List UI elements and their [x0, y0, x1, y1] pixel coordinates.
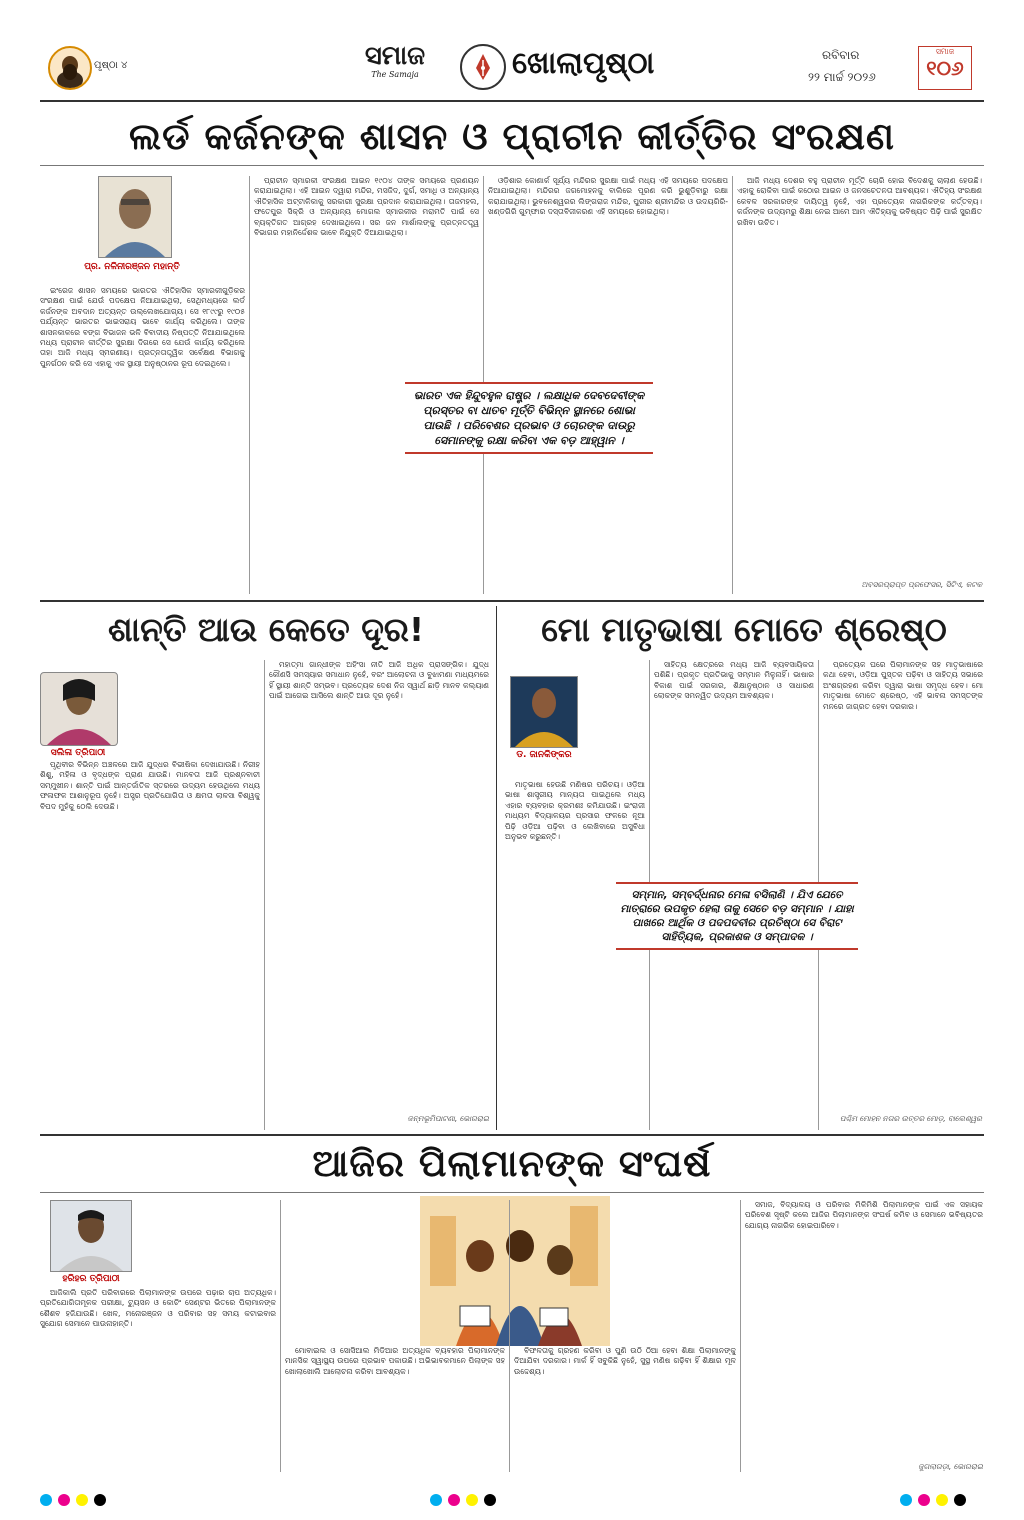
col-divider — [249, 176, 250, 594]
article2-headline: ଶାନ୍ତି ଆଉ କେତେ ଦୂର! — [108, 610, 424, 649]
article4-col3 — [514, 1200, 736, 1472]
registration-marks-center — [430, 1494, 550, 1508]
date: ୨୨ ମାର୍ଚ୍ଚ ୨୦୨୬ — [808, 70, 876, 84]
section-divider-vertical — [496, 606, 497, 1130]
day: ରବିବାର — [822, 48, 860, 62]
article3-credit: ପଶ୍ଚିମ ମୋହନ ନଗର ଉତ୍ତର ମୋଡ଼, ବାଲେଶ୍ୱର — [839, 1114, 982, 1123]
article4-author: ହରିହର ତ୍ରିପାଠୀ — [62, 1274, 120, 1284]
logo — [340, 42, 450, 79]
article4-col1 — [40, 1200, 276, 1472]
article4-credit: ଜୁଗଲାଗଡ଼ା, ଭୋଗରାଇ — [918, 1462, 983, 1471]
article2-col1 — [40, 660, 260, 1130]
black-dot — [94, 1494, 106, 1506]
article3-author: ଡ. ଜାନକିଙ୍କର — [516, 750, 572, 760]
yellow-dot — [466, 1494, 478, 1506]
article1-pullquote: ଭାରତ ଏକ ହିନ୍ଦୁବହୁଳ ରାଷ୍ଟ୍ର । ଲକ୍ଷାଧିକ ଦେବଦେବୀଙ୍କ ପ୍ରସ୍ତର ବା ଧାତବ ମୂର୍ତ୍ତି ବିଭିନ୍ନ ସ୍ଥାନରେ ଶୋଭା ପାଉଛି । ପରିବେଶର ପ୍ରଭାବ ଓ ଚୋରଙ୍କ ଦାଉରୁ ସେମାନଙ୍କୁ ରକ୍ଷା କରିବା ଏକ ବଡ଼ ଆହ୍ୱାନ । — [405, 382, 653, 454]
article1-col2-text: ପ୍ରାଚୀନ ସ୍ମାରକୀ ସଂରକ୍ଷଣ ଆଇନ ୧୯୦୪ ତାଙ୍କ ସମୟରେ ପ୍ରଣୟନ କରାଯାଇଥିଲା। ଏହି ଆଇନ ଦ୍ୱାରା ମନ୍ଦିର, ମସଜିଦ, ଦୁର୍ଗ, ସମାଧି ଓ ଅନ୍ୟାନ୍ୟ ଐତିହାସିକ ଅଟ୍ଟାଳିକାକୁ ସରକାରୀ ସୁରକ୍ଷା ପ୍ରଦାନ କରାଯାଇଥିଲା। ତାଜମହଲ, ଫତେପୁର ସିକ୍ରି ଓ ଅନ୍ୟାନ୍ୟ ମୋଗଲ ସ୍ମାରକୀର ମରାମତି ପାଇଁ ସେ ବ୍ୟକ୍ତିଗତ ଆଗ୍ରହ ଦେଖାଇଥିଲେ। ସର ଜନ ମାର୍ଶାଲଙ୍କୁ ପ୍ରତ୍ନତତ୍ତ୍ୱ ବିଭାଗର ମହାନିର୍ଦ୍ଦେଶକ ଭାବେ ନିଯୁକ୍ତି ଦିଆଯାଇଥିଲା। — [254, 176, 479, 238]
black-dot — [954, 1494, 966, 1506]
article2-author: ସଲିଳା ତ୍ରିପାଠୀ — [50, 748, 106, 758]
article4-col4-text: ସମାଜ, ବିଦ୍ୟାଳୟ ଓ ପରିବାର ମିଳିମିଶି ପିଲାମାନଙ୍କ ପାଇଁ ଏକ ସହାୟକ ପରିବେଶ ସୃଷ୍ଟି କଲେ ଆଜିର ପିଲାମାନଙ୍କ ସଂଘର୍ଷ କମିବ ଓ ସେମାନେ ଭବିଷ୍ୟତର ଯୋଗ୍ୟ ନାଗରିକ ହୋଇପାରିବେ। — [745, 1200, 983, 1230]
yellow-dot — [936, 1494, 948, 1506]
article4-col2-text: ମୋବାଇଲ ଓ ସୋସିଆଲ ମିଡିଆର ଅତ୍ୟଧିକ ବ୍ୟବହାର ପିଲାମାନଙ୍କ ମାନସିକ ସ୍ୱାସ୍ଥ୍ୟ ଉପରେ ପ୍ରଭାବ ପକାଉଛି। ଅଭିଭାବକମାନେ ପିଲାଙ୍କ ସହ ଖୋଲାଖୋଲି ଆଲୋଚନା କରିବା ଆବଶ୍ୟକ। — [285, 1346, 505, 1376]
article3-pullquote: ସମ୍ମାନ, ସମ୍ବର୍ଦ୍ଧନାର ମେଳା ବସିଲାଣି । ଯିଏ ଯେତେ ମାତ୍ରାରେ ଉପକୃତ ହେଲା ତାକୁ ସେତେ ବଡ଼ ସମ୍ମାନ । ଯାହା ପାଖରେ ଆର୍ଥିକ ଓ ପଦପଦବୀର ପ୍ରତିଷ୍ଠା ସେ ବିରାଟ ସାହିତ୍ୟିକ, ପ୍ରକାଶକ ଓ ସମ୍ପାଦକ । — [616, 882, 858, 950]
article1-author: ପ୍ର. ନଳିନୀରଞ୍ଜନ ମହାନ୍ତି — [84, 262, 180, 272]
article3-headline: ମୋ ମାତୃଭାଷା ମୋତେ ଶ୍ରେଷ୍ଠ — [541, 610, 947, 649]
article1-col1 — [40, 176, 245, 594]
logo-text: ସମାଜ — [364, 41, 426, 71]
col-divider — [280, 1200, 281, 1472]
cyan-dot — [900, 1494, 912, 1506]
article3-col3-text: ପ୍ରତ୍ୟେକ ଘରେ ପିଲାମାନଙ୍କ ସହ ମାତୃଭାଷାରେ କଥା ହେବା, ଓଡ଼ିଆ ପୁସ୍ତକ ପଢ଼ିବା ଓ ସାହିତ୍ୟ ସଭାରେ ଅଂଶଗ୍ରହଣ କରିବା ଦ୍ୱାରା ଭାଷା ସମୃଦ୍ଧ ହେବ। ମୋ ମାତୃଭାଷା ମୋତେ ଶ୍ରେଷ୍ଠ, ଏହି ଭାବନା ସମସ୍ତଙ୍କ ମନରେ ଜାଗ୍ରତ ହେବା ଦରକାର। — [823, 660, 983, 711]
section-title: ଖୋଲାପୃଷ୍ଠା — [512, 46, 655, 81]
article1-headline: ଲର୍ଡ କର୍ଜନଙ୍କ ଶାସନ ଓ ପ୍ରାଚୀନ କୀର୍ତ୍ତିର ସଂରକ୍ଷଣ — [128, 115, 896, 158]
article1-col4-text: ଆଜି ମଧ୍ୟ ଦେଶର ବହୁ ପ୍ରାଚୀନ ମୂର୍ତ୍ତି ଚୋରି ହୋଇ ବିଦେଶକୁ ଚାଲାଣ ହେଉଛି। ଏହାକୁ ରୋକିବା ପାଇଁ କଠୋର ଆଇନ ଓ ଜନସଚେତନତା ଆବଶ୍ୟକ। ଐତିହ୍ୟ ସଂରକ୍ଷଣ କେବଳ ସରକାରଙ୍କ ଦାୟିତ୍ୱ ନୁହେଁ, ଏହା ପ୍ରତ୍ୟେକ ନାଗରିକଙ୍କ କର୍ତ୍ତବ୍ୟ। କର୍ଜନଙ୍କ ଉଦ୍ୟମରୁ ଶିକ୍ଷା ନେଇ ଆମେ ଆମ ଐତିହ୍ୟକୁ ଭବିଷ୍ୟତ ପିଢ଼ି ପାଇଁ ସୁରକ୍ଷିତ ରଖିବା ଉଚିତ। — [737, 176, 982, 227]
article1-credit: ଅବସରପ୍ରାପ୍ତ ପ୍ରଫେସର, ସିଟିଏ, କଟକ — [861, 580, 982, 589]
magenta-dot — [58, 1494, 70, 1506]
section-divider — [40, 1134, 984, 1136]
registration-marks-right — [900, 1494, 1020, 1508]
logo-subtitle: The Samaja — [371, 70, 419, 79]
article4-col3-text: ବିଫଳତାକୁ ଗ୍ରହଣ କରିବା ଓ ପୁଣି ଉଠି ଠିଆ ହେବା ଶିକ୍ଷା ପିଲାମାନଙ୍କୁ ଦିଆଯିବା ଦରକାର। ମାର୍କ ହିଁ ସବୁକିଛି ନୁହେଁ, ସୁସ୍ଥ ମଣିଷ ଗଢ଼ିବା ହିଁ ଶିକ୍ଷାର ମୂଳ ଉଦ୍ଦେଶ୍ୟ। — [514, 1346, 736, 1376]
magenta-dot — [448, 1494, 460, 1506]
masthead-rule — [40, 100, 984, 102]
col-divider — [740, 1200, 741, 1472]
article2-col2 — [269, 660, 489, 1110]
section-divider — [40, 600, 984, 602]
magenta-dot — [918, 1494, 930, 1506]
black-dot — [484, 1494, 496, 1506]
article1-col3-text: ଓଡ଼ିଶାର କୋଣାର୍କ ସୂର୍ଯ୍ୟ ମନ୍ଦିରର ସୁରକ୍ଷା ପାଇଁ ମଧ୍ୟ ଏହି ସମୟରେ ପଦକ୍ଷେପ ନିଆଯାଇଥିଲା। ମନ୍ଦିରର ଜଗମୋହନକୁ ବାଲିରେ ପୂରଣ କରି ଭୁଶୁଡ଼ିବାରୁ ରକ୍ଷା କରାଯାଇଥିଲା। ଭୁବନେଶ୍ୱରର ଲିଙ୍ଗରାଜ ମନ୍ଦିର, ପୁରୀର ଶ୍ରୀମନ୍ଦିର ଓ ଉଦୟଗିରି-ଖଣ୍ଡଗିରି ଗୁମ୍ଫାର ଦସ୍ତାବିଜୀକରଣ ଏହି ସମୟରେ ହୋଇଥିଲା। — [488, 176, 728, 217]
article3-col2-text: ସାହିତ୍ୟ କ୍ଷେତ୍ରରେ ମଧ୍ୟ ଆଜି ବ୍ୟବସାୟିକତା ପଶିଛି। ପ୍ରକୃତ ପ୍ରତିଭାକୁ ସମ୍ମାନ ମିଳୁନାହିଁ। ଭାଷାର ବିକାଶ ପାଇଁ ସରକାର, ଶିକ୍ଷାନୁଷ୍ଠାନ ଓ ସାଧାରଣ ଲୋକଙ୍କ ସମନ୍ୱିତ ଉଦ୍ୟମ ଆବଶ୍ୟକ। — [654, 660, 814, 701]
col-divider — [732, 176, 733, 594]
cyan-dot — [40, 1494, 52, 1506]
fountain-pen-icon — [460, 44, 506, 90]
article1-col4 — [737, 176, 982, 576]
article1-col1-text: ଇଂରେଜ ଶାସନ ସମୟରେ ଭାରତର ଐତିହାସିକ ସ୍ମାରକୀଗୁଡ଼ିକର ସଂରକ୍ଷଣ ପାଇଁ ଯେଉଁ ପଦକ୍ଷେପ ନିଆଯାଇଥିଲା, ସେଥିମଧ୍ୟରେ ଲର୍ଡ କର୍ଜନଙ୍କ ଅବଦାନ ଅତ୍ୟନ୍ତ ଉଲ୍ଲେଖଯୋଗ୍ୟ। ସେ ୧୮୯୯ରୁ ୧୯୦୫ ପର୍ଯ୍ୟନ୍ତ ଭାରତର ଭାଇସରାୟ ଭାବେ କାର୍ଯ୍ୟ କରିଥିଲେ। ତାଙ୍କ ଶାସନକାଳରେ ବଙ୍ଗ ବିଭାଜନ ଭଳି ବିବାଦୀୟ ନିଷ୍ପତ୍ତି ନିଆଯାଇଥିଲେ ମଧ୍ୟ ପ୍ରାଚୀନ କୀର୍ତ୍ତିର ସୁରକ୍ଷା ଦିଗରେ ସେ ଯେଉଁ କାର୍ଯ୍ୟ କରିଥିଲେ ତାହା ଆଜି ମଧ୍ୟ ସ୍ମରଣୀୟ। ପ୍ରତ୍ନତାତ୍ତ୍ୱିକ ସର୍ବେକ୍ଷଣ ବିଭାଗକୁ ପୁନର୍ଗଠନ କରି ସେ ଏହାକୁ ଏକ ସ୍ଥାୟୀ ଅନୁଷ୍ଠାନର ରୂପ ଦେଇଥିଲେ। — [40, 286, 245, 368]
article3-col1-text: ମାତୃଭାଷା ହେଉଛି ମଣିଷର ପରିଚୟ। ଓଡ଼ିଆ ଭାଷା ଶାସ୍ତ୍ରୀୟ ମାନ୍ୟତା ପାଇଥିଲେ ମଧ୍ୟ ଏହାର ବ୍ୟବହାର କ୍ରମଶଃ କମିଯାଉଛି। ଇଂରାଜୀ ମାଧ୍ୟମ ବିଦ୍ୟାଳୟର ପ୍ରସାର ଫଳରେ ନୂଆ ପିଢ଼ି ଓଡ଼ିଆ ପଢ଼ିବା ଓ ଲେଖିବାରେ ଅସୁବିଧା ଅନୁଭବ କରୁଛନ୍ତି। — [505, 780, 645, 842]
badge-top: ସମାଜ — [935, 47, 955, 56]
article4-col1-text: ଆଜିକାଲି ପ୍ରତି ପରିବାରରେ ପିଲାମାନଙ୍କ ଉପରେ ପଢ଼ାର ଚାପ ଅତ୍ୟଧିକ। ପ୍ରତିଯୋଗିତାମୂଳକ ପରୀକ୍ଷା, ଟ୍ୟୁସନ ଓ କୋଚିଂ ସେଣ୍ଟର ଭିତରେ ପିଲାମାନଙ୍କ ଶୈଶବ ହଜିଯାଉଛି। ଖେଳ, ମନୋରଞ୍ଜନ ଓ ପରିବାର ସହ ସମୟ କଟାଇବାର ସୁଯୋଗ ସେମାନେ ପାଉନାହାନ୍ତି। — [40, 1288, 276, 1329]
cyan-dot — [430, 1494, 442, 1506]
article4-headline: ଆଜିର ପିଲାମାନଙ୍କ ସଂଘର୍ଷ — [312, 1142, 712, 1185]
registration-marks-left — [40, 1494, 160, 1508]
article4-rule — [40, 1192, 984, 1193]
yellow-dot — [76, 1494, 88, 1506]
article4-col4 — [745, 1200, 983, 1456]
portrait-icon — [48, 46, 92, 90]
col-divider — [264, 660, 265, 1130]
anniversary-badge — [918, 46, 972, 90]
page-number: ପୃଷ୍ଠା ୪ — [94, 60, 128, 71]
article1-rule — [40, 165, 984, 166]
masthead — [0, 0, 1024, 110]
article2-col2-text: ମହାତ୍ମା ଗାନ୍ଧୀଙ୍କ ଅହିଂସା ନୀତି ଆଜି ଅଧିକ ପ୍ରାସଙ୍ଗିକ। ଯୁଦ୍ଧ କୌଣସି ସମସ୍ୟାର ସମାଧାନ ନୁହେଁ, ବରଂ ଆଲୋଚନା ଓ ବୁଝାମଣା ମାଧ୍ୟମରେ ହିଁ ସ୍ଥାୟୀ ଶାନ୍ତି ସମ୍ଭବ। ପ୍ରତ୍ୟେକ ଦେଶ ନିଜ ସ୍ୱାର୍ଥ ଛାଡ଼ି ମାନବ କଲ୍ୟାଣ ପାଇଁ ଆଗେଇ ଆସିଲେ ଶାନ୍ତି ଆଉ ଦୂର ନୁହେଁ। — [269, 660, 489, 701]
col-divider — [509, 1200, 510, 1472]
article2-credit: ଜନ୍ମଭୂମିପାଟଣା, ଭୋଗରାଇ — [407, 1114, 489, 1123]
article2-col1-text: ପୃଥିବୀର ବିଭିନ୍ନ ଅଞ୍ଚଳରେ ଆଜି ଯୁଦ୍ଧର ବିଭୀଷିକା ଦେଖାଯାଉଛି। ନିରୀହ ଶିଶୁ, ମହିଳା ଓ ବୃଦ୍ଧଙ୍କ ପ୍ରାଣ ଯାଉଛି। ମାନବତା ଆଜି ପ୍ରଶ୍ନବାଚୀ ସମ୍ମୁଖୀନ। ଶାନ୍ତି ପାଇଁ ଆନ୍ତର୍ଜାତିକ ସ୍ତରରେ ଉଦ୍ୟମ ହେଉଥିଲେ ମଧ୍ୟ ଫଳାଫଳ ଆଶାନୁରୂପ ନୁହେଁ। ଅସ୍ତ୍ର ପ୍ରତିଯୋଗିତା ଓ କ୍ଷମତା ଲାଳସା ବିଶ୍ୱକୁ ବିପଦ ମୁହଁକୁ ଠେଲି ଦେଉଛି। — [40, 760, 260, 811]
badge-number: ୧୦୬ — [926, 56, 964, 80]
